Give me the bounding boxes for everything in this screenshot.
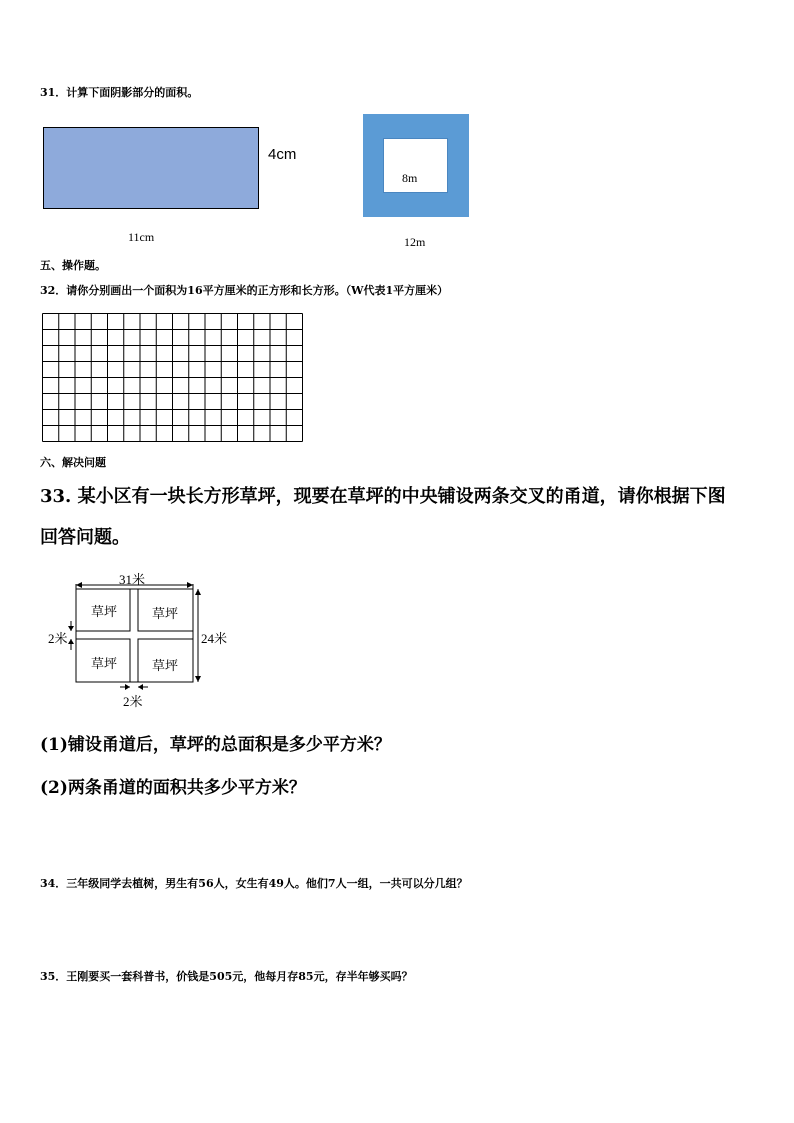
width-label: 31米 — [119, 572, 146, 587]
q33-line2: 回答问题。 — [40, 527, 130, 548]
road-horizontal-width-label: 2米 — [48, 631, 68, 646]
road-vertical-width-label: 2米 — [123, 694, 143, 709]
height-label: 24米 — [201, 631, 228, 646]
inner-square-label: 8m — [402, 171, 418, 185]
lawn-label: 草坪 — [91, 604, 118, 619]
lawn-label: 草坪 — [91, 656, 118, 671]
q34-text: 34．三年级同学去植树，男生有56人，女生有49人。他们7人一组，一共可以分几组？ — [40, 877, 468, 890]
q32-title: 32．请你分别画出一个面积为16平方厘米的正方形和长方形。（W代表1平方厘米） — [40, 284, 449, 297]
rect-width-label: 11cm — [128, 230, 155, 244]
rect-height-label: 4cm — [268, 146, 297, 163]
section5-heading: 五、操作题。 — [40, 259, 106, 272]
q31-title: 31．计算下面阴影部分的面积。 — [40, 86, 199, 99]
q33-line1: 33. 某小区有一块长方形草坪，现要在草坪的中央铺设两条交叉的甬道，请你根据下图 — [40, 486, 726, 507]
q33-sub1: (1)铺设甬道后，草坪的总面积是多少平方米？ — [40, 735, 391, 755]
q33-sub2: (2)两条甬道的面积共多少平方米？ — [40, 778, 306, 798]
lawn-label: 草坪 — [152, 658, 179, 673]
q35-text: 35．王刚要买一套科普书，价钱是505元，他每月存85元，存半年够买吗？ — [40, 970, 413, 983]
lawn-label: 草坪 — [152, 606, 179, 621]
section6-heading: 六、解决问题 — [40, 456, 106, 469]
outer-square-label: 12m — [404, 235, 426, 249]
